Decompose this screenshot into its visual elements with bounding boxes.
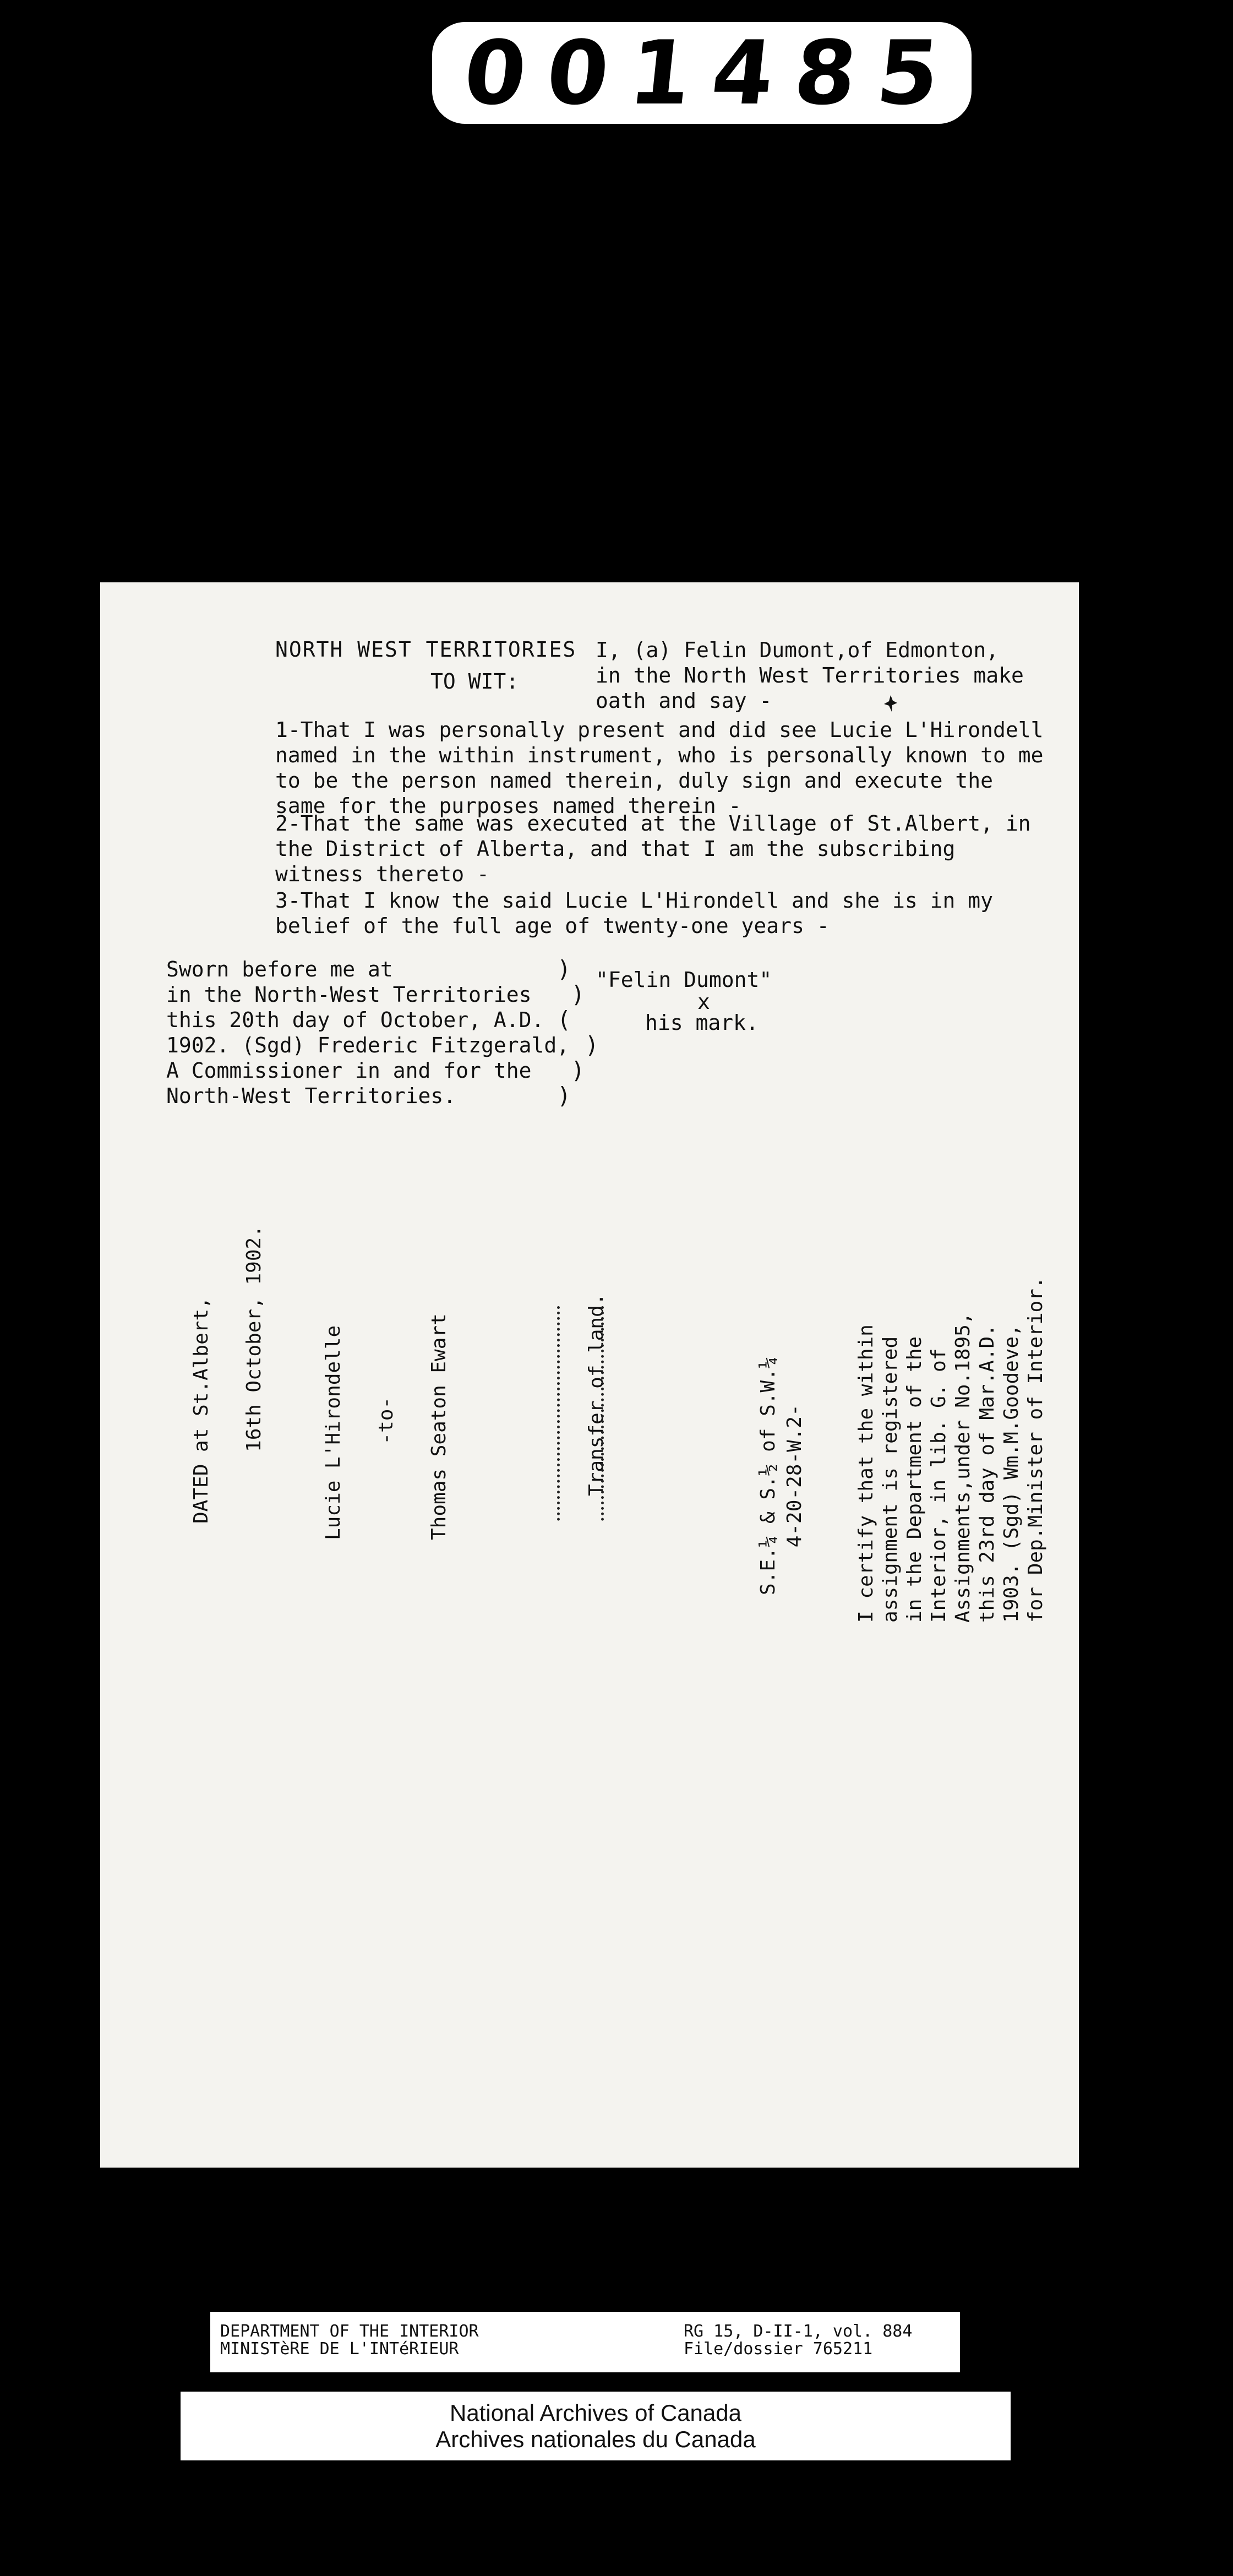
frame-digit: 1 — [624, 21, 697, 124]
signature-name: "Felin Dumont" — [596, 968, 772, 992]
dotted-rule — [557, 1306, 560, 1521]
file-number: File/dossier 765211 — [684, 2339, 873, 2359]
affidavit-intro: I, (a) Felin Dumont,of Edmonton, in the North West Territories make oath and say - — [596, 638, 1024, 713]
endorsement-transfer: Transfer of land. — [585, 1293, 608, 1496]
jurat-block: Sworn before me at in the North-West Territories this 20th day of October, A.D. 1902. (Sgd) Frederic Fitzgerald, A Commissioner in and for the North-West Territories. — [166, 957, 570, 1108]
header-to-wit: TO WIT: — [430, 669, 519, 694]
frame-digit: 0 — [542, 21, 614, 124]
header-territory: NORTH WEST TERRITORIES — [275, 637, 577, 662]
affidavit-paragraph-2: 2-That the same was executed at the Village of St.Albert, in the District of Alberta, and that I am the subscribing witness thereto - — [275, 811, 1031, 886]
frame-digit: 8 — [789, 21, 862, 124]
affidavit-paragraph-1: 1-That I was personally present and did see Lucie L'Hirondell named in the within instrument, who is personally known to me to be the person named therein, duly sign and execute the same for the purposes named therein - — [275, 718, 1044, 818]
department-name-en: DEPARTMENT OF THE INTERIOR — [220, 2322, 479, 2341]
dotted-rule — [601, 1306, 604, 1521]
signature-x-mark: x — [697, 990, 710, 1014]
signature-mark-label: his mark. — [645, 1011, 759, 1035]
archives-name-fr: Archives nationales du Canada — [435, 2426, 756, 2452]
ink-blot-icon — [884, 695, 897, 712]
frame-digit: 4 — [707, 21, 779, 124]
frame-digit: 0 — [459, 21, 532, 124]
archives-banner — [181, 2392, 1011, 2460]
frame-number-badge — [432, 22, 972, 124]
frame-digit: 5 — [872, 21, 945, 124]
endorsement-parties: Lucie L'Hirondelle -to- Thomas Seaton Ewart — [322, 1313, 450, 1540]
department-name-fr: MINISTèRE DE L'INTéRIEUR — [220, 2339, 459, 2359]
archives-name-en: National Archives of Canada — [450, 2399, 741, 2426]
jurat-brace: ) ) ( ) ) ) — [557, 956, 599, 1109]
registration-certificate: I certify that the within assignment is registered in the Department of the Interior, in lib. G. of Assignments,under No.1895, this 23rd day of Mar.A.D. 1903. (Sgd) Wm.M.Goodeve, for Dep.Minister of Interior. — [855, 1276, 1047, 1623]
endorsement-land-description: S.E.¼ & S.½ of S.W.¼ 4-20-28-W.2- — [757, 1356, 806, 1595]
document-page — [100, 582, 1079, 2168]
affidavit-paragraph-3: 3-That I know the said Lucie L'Hirondell and she is in my belief of the full age of twenty-one years - — [275, 888, 994, 938]
endorsement-dated: DATED at St.Albert, 16th October, 1902. — [190, 1225, 265, 1524]
record-group-reference: RG 15, D-II-1, vol. 884 — [684, 2322, 913, 2341]
archive-reference-label — [210, 2312, 960, 2372]
